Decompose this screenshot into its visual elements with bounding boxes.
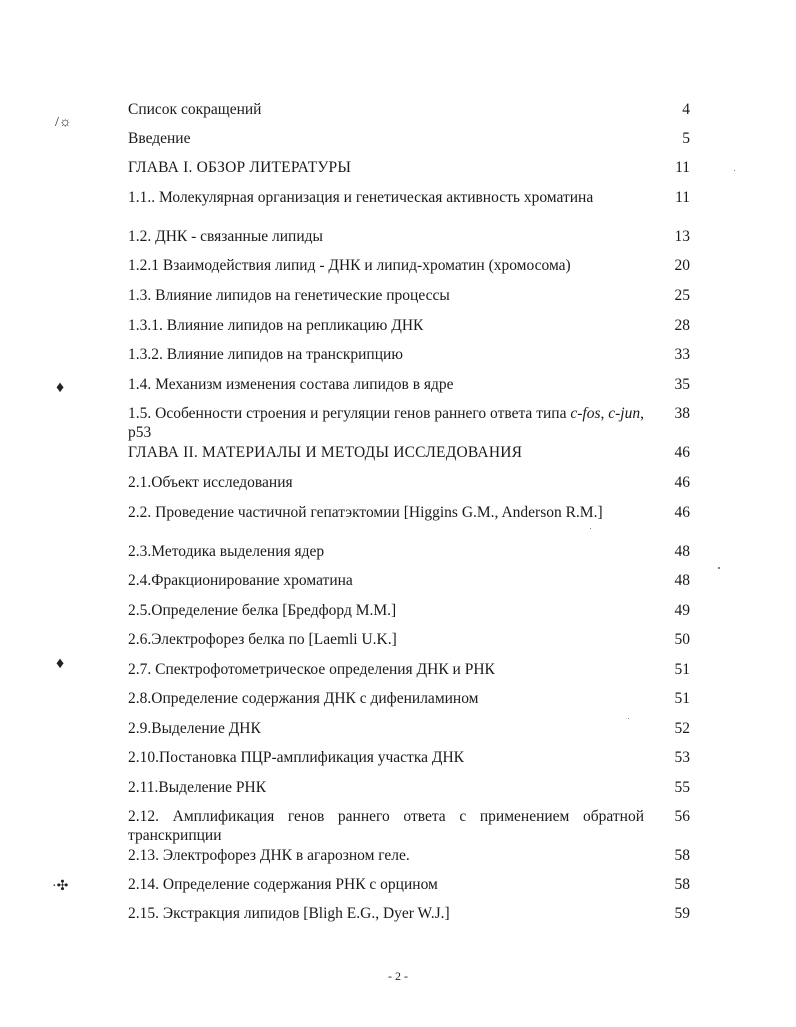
toc-entry-title: 2.10.Постановка ПЦР-амплификация участка ДНК	[128, 749, 464, 766]
toc-entry-page: 49	[674, 602, 690, 619]
toc-entry-title: 2.6.Электрофорез белка по [Laemli U.K.]	[128, 631, 397, 648]
toc-entry-title: 2.8.Определение содержания ДНК с дифениламином	[128, 690, 479, 707]
toc-entry-title-text: 1.5. Особенности строения и регуляции генов раннего ответа типа	[128, 405, 571, 422]
toc-entry-title: 2.1.Объект исследования	[128, 474, 293, 491]
toc-entry-title: 2.7. Спектрофотометрическое определения ДНК и РНК	[128, 661, 495, 678]
toc-entry-title: 2.3.Методика выделения ядер	[128, 543, 325, 560]
toc-entry-page: 35	[674, 376, 690, 393]
toc-entry-title: 2.15. Экстракция липидов [Bligh E.G., Dyer W.J.]	[128, 905, 450, 922]
toc-entry-title: 2.2. Проведение частичной гепатэктомии [Higgins G.M., Anderson R.M.]	[128, 504, 603, 521]
toc-entry-page: 56	[674, 808, 690, 825]
toc-entry-page: 46	[674, 504, 690, 521]
toc-entry-page: 48	[674, 543, 690, 560]
toc-entry-title: 2.12. Амплификация генов раннего ответа с применением обратной транскрипции	[128, 808, 644, 844]
toc-entry-page: 51	[674, 690, 690, 707]
toc-entry-title: Введение	[128, 130, 191, 147]
scan-speck	[734, 170, 735, 171]
margin-mark: ♦	[56, 379, 65, 396]
toc-entry-title: 1.4. Механизм изменения состава липидов в ядре	[128, 376, 454, 393]
toc-entry-page: 38	[674, 405, 690, 422]
toc-entry-title: 1.3. Влияние липидов на генетические процессы	[128, 287, 450, 304]
toc-entry-page: 11	[675, 159, 690, 176]
toc-entry-title: 1.2.1 Взаимодействия липид - ДНК и липид-хроматин (хромосома)	[128, 257, 571, 274]
toc-entry-page: 28	[674, 317, 690, 334]
toc-entry-title: 1.2. ДНК - связанные липиды	[128, 228, 323, 245]
toc-entry-page: 53	[674, 749, 690, 766]
separator: ,	[600, 405, 609, 422]
page-number-footer: - 2 -	[388, 969, 408, 983]
toc-entry-page: 59	[674, 905, 690, 922]
toc-entry-title-text: , p53	[128, 405, 644, 441]
toc-entry-title: 2.11.Выделение РНК	[128, 779, 267, 796]
toc-entry-page: 25	[674, 287, 690, 304]
toc-entry-title: ГЛАВА I. ОБЗОР ЛИТЕРАТУРЫ	[128, 159, 352, 176]
scan-speck	[628, 718, 629, 719]
toc-entry-page: 33	[674, 346, 690, 363]
margin-mark: ♦	[56, 655, 65, 672]
toc-entry-title: 2.9.Выделение ДНК	[128, 720, 261, 737]
toc-entry-page: 11	[675, 189, 690, 206]
toc-entry-title: Список сокращений	[128, 101, 262, 118]
toc-entry-page: 52	[674, 720, 690, 737]
toc-entry-page: 46	[674, 444, 690, 461]
margin-mark: ·✣	[52, 879, 69, 894]
toc-entry-page: 13	[674, 228, 690, 245]
toc-entry-title: 2.13. Электрофорез ДНК в агарозном геле.	[128, 847, 410, 864]
toc-entry-page: 5	[682, 130, 690, 147]
toc-entry-page: 48	[674, 572, 690, 589]
toc-entry-page: 55	[674, 779, 690, 796]
gene-name: c-jun	[608, 405, 641, 422]
scan-speck	[590, 528, 591, 529]
toc-entry-title: 1.3.1. Влияние липидов на репликацию ДНК	[128, 317, 424, 334]
toc-entry-page: 51	[674, 661, 690, 678]
toc-entry-title: 1.3.2. Влияние липидов на транскрипцию	[128, 346, 403, 363]
toc-entry-title	[128, 404, 644, 442]
toc-entry-page: 20	[674, 257, 690, 274]
toc-entry-title: 2.14. Определение содержания РНК с орцином	[128, 876, 438, 893]
toc-entry-page: 46	[674, 474, 690, 491]
toc-entry-title: 2.5.Определение белка [Бредфорд М.М.]	[128, 602, 397, 619]
toc-entry-page: 4	[682, 101, 690, 118]
toc-entry-page: 58	[674, 876, 690, 893]
toc-entry-page: 58	[674, 847, 690, 864]
scan-speck	[718, 567, 720, 569]
gene-name: c-fos	[570, 405, 601, 422]
toc-entry-title: ГЛАВА II. МАТЕРИАЛЫ И МЕТОДЫ ИССЛЕДОВАНИЯ	[128, 444, 523, 461]
toc-entry-page: 50	[674, 631, 690, 648]
toc-entry-title: 2.4.Фракционирование хроматина	[128, 572, 353, 589]
margin-mark: /☼	[55, 115, 72, 130]
toc-entry-title: 1.1.. Молекулярная организация и генетическая активность хроматина	[128, 189, 594, 206]
